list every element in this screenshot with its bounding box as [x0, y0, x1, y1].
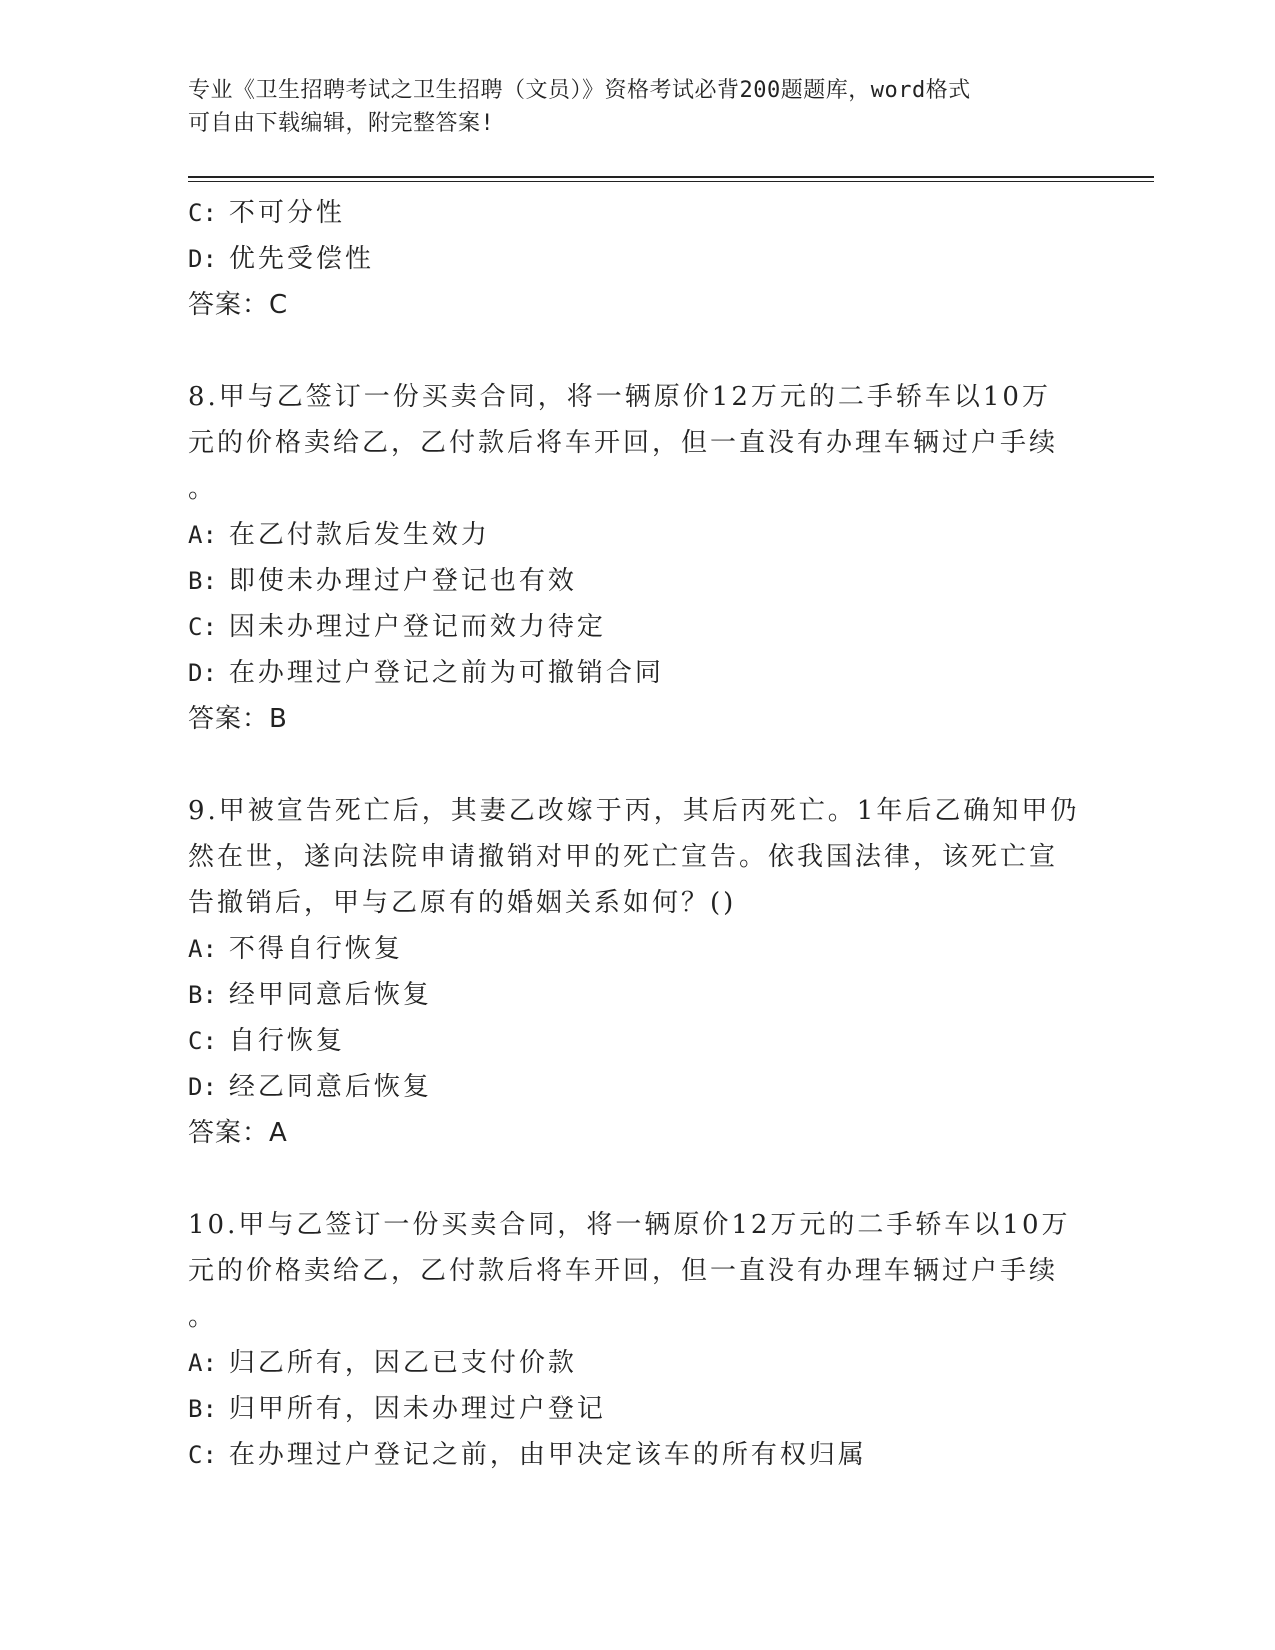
option-letter: C:: [188, 1441, 217, 1469]
question-9: [188, 788, 1088, 1156]
question-stem: [188, 788, 1088, 926]
option-letter: A:: [188, 935, 217, 963]
spacer: [188, 1156, 1088, 1202]
spacer: [188, 742, 1088, 788]
answer-label: 答案：A: [188, 1118, 288, 1148]
option-text: 经乙同意后恢复: [228, 1072, 432, 1102]
stem-line: 9.甲被宣告死亡后，其妻乙改嫁于丙，其后丙死亡。1年后乙确知甲仍: [188, 796, 1080, 826]
stem-line: 8.甲与乙签订一份买卖合同，将一辆原价12万元的二手轿车以10万: [188, 382, 1051, 412]
option-a: [188, 512, 1088, 558]
option-d: [188, 1064, 1088, 1110]
option-c: [188, 1018, 1088, 1064]
option-text: 不可分性: [228, 198, 345, 228]
option-b: [188, 558, 1088, 604]
document-header: [188, 74, 1088, 140]
header-divider-thick: [188, 176, 1154, 178]
question-stem: [188, 374, 1088, 512]
option-text: 不得自行恢复: [228, 934, 403, 964]
stem-line: 元的价格卖给乙，乙付款后将车开回，但一直没有办理车辆过户手续: [188, 1256, 1059, 1286]
option-letter: A:: [188, 521, 217, 549]
option-text: 因未办理过户登记而效力待定: [228, 612, 606, 642]
answer-label: 答案：B: [188, 704, 288, 734]
question-7-tail: [188, 190, 1088, 328]
header-title-line-2: 可自由下载编辑，附完整答案!: [188, 111, 495, 136]
option-a: [188, 1340, 1088, 1386]
option-text: 在办理过户登记之前为可撤销合同: [228, 658, 664, 688]
option-d: [188, 236, 1088, 282]
option-letter: B:: [188, 1395, 217, 1423]
stem-line: 告撤销后，甲与乙原有的婚姻关系如何？(): [188, 888, 737, 918]
header-title-line-1: 专业《卫生招聘考试之卫生招聘（文员）》资格考试必背200题题库，word格式: [188, 78, 971, 103]
option-text: 在乙付款后发生效力: [228, 520, 490, 550]
spacer: [188, 328, 1088, 374]
option-letter: D:: [188, 659, 217, 687]
option-text: 归乙所有，因乙已支付价款: [228, 1348, 577, 1378]
option-text: 归甲所有，因未办理过户登记: [228, 1394, 606, 1424]
option-letter: C:: [188, 199, 217, 227]
option-d: [188, 650, 1088, 696]
option-c: [188, 190, 1088, 236]
option-a: [188, 926, 1088, 972]
option-c: [188, 1432, 1088, 1478]
question-list: [188, 190, 1088, 1478]
option-letter: C:: [188, 1027, 217, 1055]
option-letter: B:: [188, 567, 217, 595]
option-b: [188, 1386, 1088, 1432]
option-letter: B:: [188, 981, 217, 1009]
stem-line: 。: [188, 1302, 218, 1332]
option-text: 优先受偿性: [228, 244, 374, 274]
option-letter: A:: [188, 1349, 217, 1377]
answer-label: 答案：C: [188, 290, 289, 320]
option-text: 经甲同意后恢复: [228, 980, 432, 1010]
option-text: 自行恢复: [228, 1026, 345, 1056]
option-letter: D:: [188, 1073, 217, 1101]
header-divider-thin: [188, 181, 1154, 182]
option-text: 在办理过户登记之前，由甲决定该车的所有权归属: [228, 1440, 867, 1470]
option-letter: D:: [188, 245, 217, 273]
stem-line: 元的价格卖给乙，乙付款后将车开回，但一直没有办理车辆过户手续: [188, 428, 1059, 458]
option-b: [188, 972, 1088, 1018]
stem-line: 然在世，遂向法院申请撤销对甲的死亡宣告。依我国法律，该死亡宣: [188, 842, 1059, 872]
question-stem: [188, 1202, 1088, 1340]
question-8: [188, 374, 1088, 742]
option-text: 即使未办理过户登记也有效: [228, 566, 577, 596]
stem-line: 。: [188, 474, 218, 504]
option-letter: C:: [188, 613, 217, 641]
stem-line: 10.甲与乙签订一份买卖合同，将一辆原价12万元的二手轿车以10万: [188, 1210, 1071, 1240]
question-10: [188, 1202, 1088, 1478]
option-c: [188, 604, 1088, 650]
